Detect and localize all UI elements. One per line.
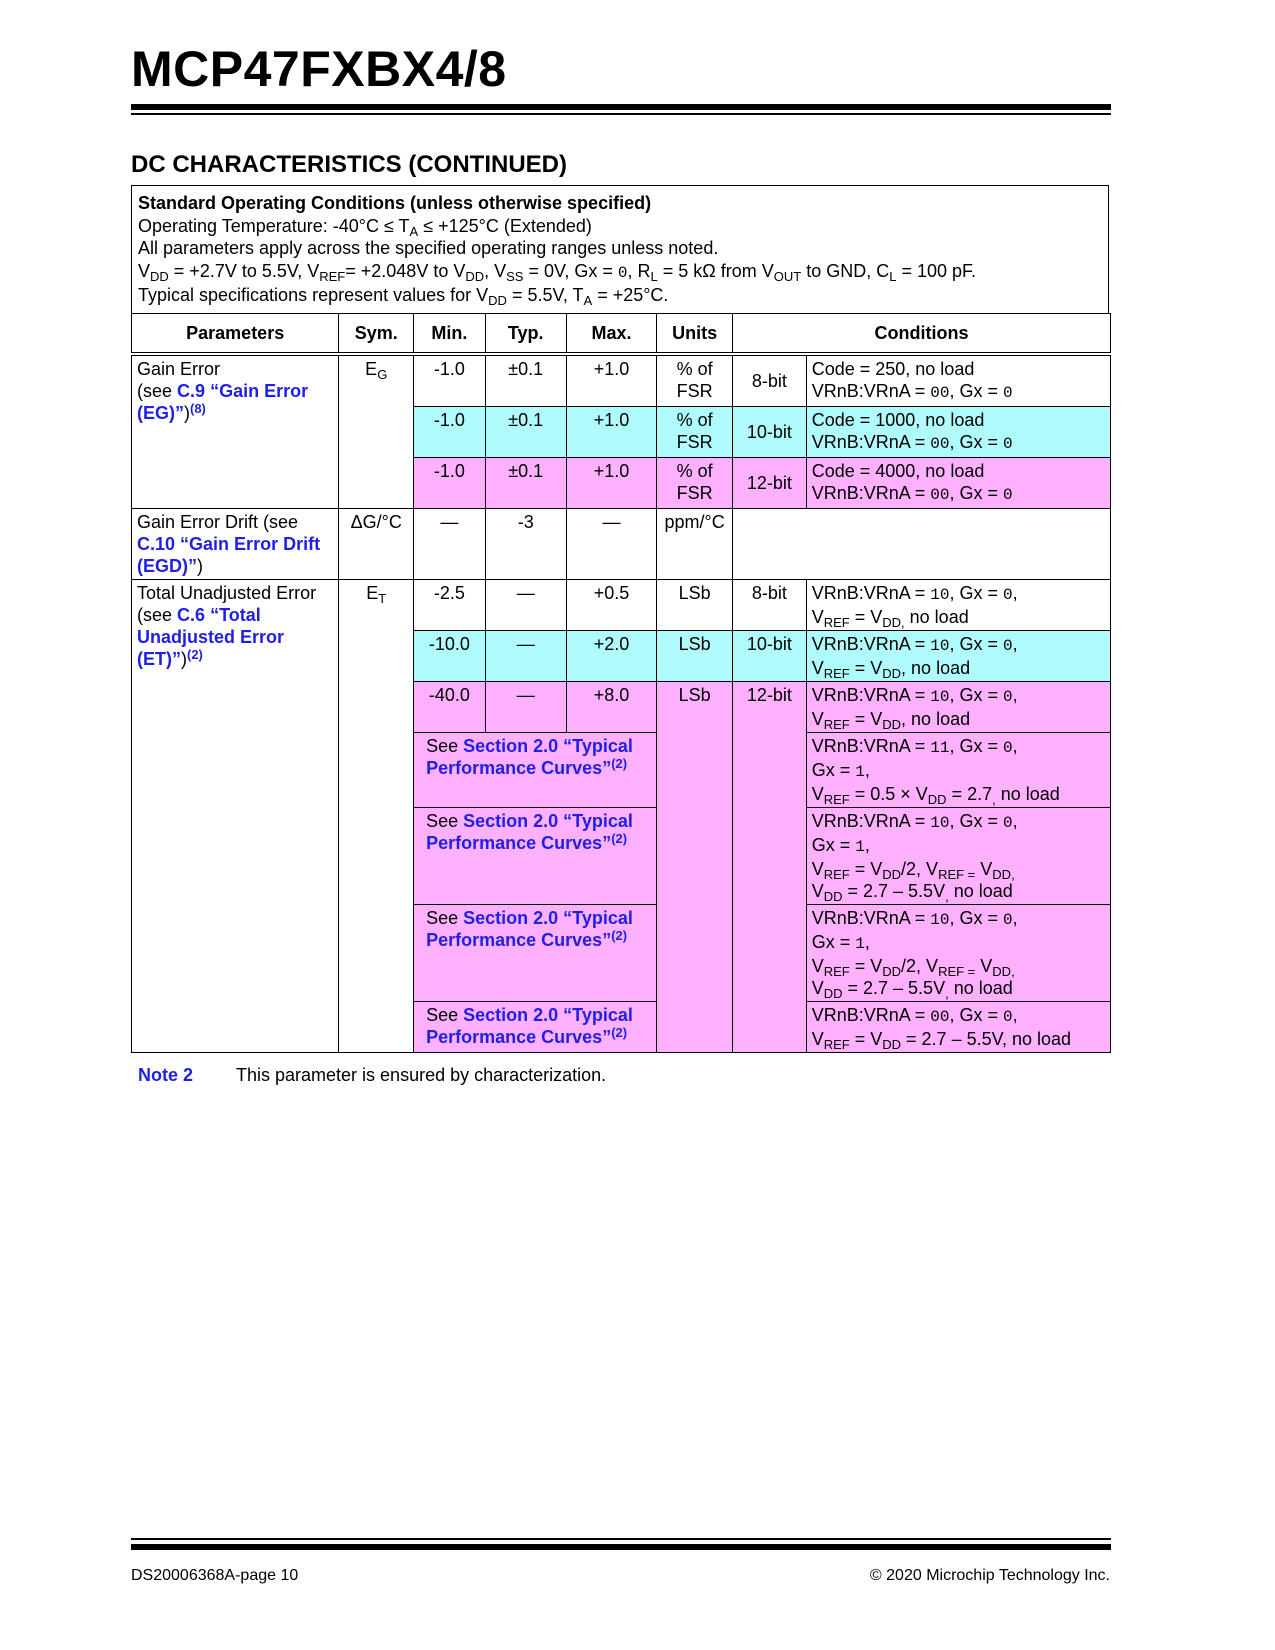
link-section-2[interactable]: Section 2.0 “Typical Performance Curves” (426, 736, 633, 778)
condition-cell: VRnB:VRnA = 10, Gx = 0, $V_{REF} = V_{DD}$, no load (806, 682, 1110, 733)
condition-cell: VRnB:VRnA = 10, Gx = 0, Gx = 1, $V_{REF} = V_{DD}/2$, $V_{REF =}$ $V_{DD,}$ $V_{DD} = 2.7 - 5.5V_,$ no load (806, 905, 1110, 1002)
link-c6[interactable]: C.6 (177, 605, 206, 625)
header-sym: Sym. (339, 314, 414, 355)
units-cell: % of FSR (657, 458, 733, 509)
condition-cell: VRnB:VRnA = 10, Gx = 0, $V_{REF} = V_{DD,}$ no load (806, 580, 1110, 631)
min-cell: -40.0 (414, 682, 486, 733)
min-cell: -10.0 (414, 631, 486, 682)
operating-conditions-box (131, 185, 1109, 313)
sym-gain-drift: ΔG/°C (339, 509, 414, 580)
see-section-cell: See Section 2.0 “Typical Performance Curves”$^{(2)}$ (414, 1002, 657, 1053)
typ-cell: ±0.1 (485, 458, 566, 509)
max-cell: +8.0 (566, 682, 657, 733)
typ-cell: — (485, 631, 566, 682)
typ-cell: — (485, 682, 566, 733)
link-gain-error[interactable]: “Gain Error (EG)” (137, 381, 309, 423)
min-cell: -2.5 (414, 580, 486, 631)
bits-cell: 12-bit (733, 458, 807, 509)
footer-rule-thin (131, 1538, 1111, 1540)
conditions-all-params: All parameters apply across the specified operating ranges unless noted. (138, 238, 719, 258)
link-gain-error-drift[interactable]: “Gain Error Drift (EGD)” (137, 534, 321, 576)
footnote-2 (138, 1065, 606, 1086)
units-cell: LSb (657, 631, 733, 682)
max-cell: +0.5 (566, 580, 657, 631)
units-cell: ppm/°C (657, 509, 733, 580)
footer-rule-thick (131, 1544, 1111, 1550)
table-row (132, 509, 1111, 580)
dc-characteristics-table (131, 313, 1111, 1053)
document-title: MCP47FXBX4/8 (131, 41, 507, 97)
max-cell: +2.0 (566, 631, 657, 682)
max-cell: +1.0 (566, 407, 657, 458)
typ-cell: ±0.1 (485, 354, 566, 407)
note-text: This parameter is ensured by characterization. (236, 1065, 607, 1085)
note-label[interactable]: Note 2 (138, 1065, 194, 1085)
condition-cell: Code = 250, no load VRnB:VRnA = 00, Gx = 0 (806, 354, 1110, 407)
header-conditions: Conditions (733, 314, 1111, 355)
conditions-supply: $V_{DD} = +2.7V$ to 5.5V, $V_{REF}= +2.048V$ to $V_{DD}$, $V_{SS} = 0V$, Gx = 0, $R_L = 5$ kΩ from $V_{OUT}$ to GND, $C_L = 100$ pF. (138, 260, 977, 284)
condition-cell: VRnB:VRnA = 10, Gx = 0, Gx = 1, $V_{REF} = V_{DD}/2$, $V_{REF =}$ $V_{DD,}$ $V_{DD} = 2.7 - 5.5V_,$ no load (806, 808, 1110, 905)
link-total-unadjusted-error[interactable]: “Total Unadjusted Error (ET)” (137, 605, 285, 669)
param-gain-error-drift: Gain Error Drift (see C.10 “Gain Error Drift (EGD)”) (132, 509, 339, 580)
link-section-2[interactable]: Section 2.0 “Typical Performance Curves” (426, 908, 633, 950)
table-header-row (132, 314, 1111, 355)
header-rule-thick (131, 104, 1111, 110)
condition-cell (733, 509, 1111, 580)
link-section-2[interactable]: Section 2.0 “Typical Performance Curves” (426, 1005, 633, 1047)
sym-eg: $E_G$ (339, 354, 414, 509)
condition-cell: VRnB:VRnA = 11, Gx = 0, Gx = 1, $V_{REF} = 0.5 \times V_{DD} = 2.7_,$ no load (806, 733, 1110, 808)
header-units: Units (657, 314, 733, 355)
header-typ: Typ. (485, 314, 566, 355)
max-cell: +1.0 (566, 354, 657, 407)
units-cell: % of FSR (657, 354, 733, 407)
link-c10[interactable]: C.10 (137, 534, 176, 554)
bits-cell: 10-bit (733, 407, 807, 458)
condition-cell: VRnB:VRnA = 10, Gx = 0, $V_{REF} = V_{DD}$, no load (806, 631, 1110, 682)
condition-cell: VRnB:VRnA = 00, Gx = 0, $V_{REF} = V_{DD} = 2.7 - 5.5V$, no load (806, 1002, 1110, 1053)
header-rule-thin (131, 113, 1111, 115)
units-cell: % of FSR (657, 407, 733, 458)
see-section-cell: See Section 2.0 “Typical Performance Curves”$^{(2)}$ (414, 733, 657, 808)
typ-cell: — (485, 580, 566, 631)
table-row (132, 580, 1111, 631)
header-min: Min. (414, 314, 486, 355)
footer-copyright: © 2020 Microchip Technology Inc. (869, 1567, 1110, 1584)
param-total-unadjusted-error: Total Unadjusted Error (see C.6 “Total Unadjusted Error (ET)”)$^{(2)}$ (132, 580, 339, 1053)
sym-et: $E_T$ (339, 580, 414, 1053)
max-cell: — (566, 509, 657, 580)
bits-cell: 10-bit (733, 631, 807, 682)
min-cell: -1.0 (414, 458, 486, 509)
min-cell: — (414, 509, 486, 580)
typ-cell: -3 (485, 509, 566, 580)
link-c9[interactable]: C.9 (177, 381, 206, 401)
header-max: Max. (566, 314, 657, 355)
min-cell: -1.0 (414, 407, 486, 458)
max-cell: +1.0 (566, 458, 657, 509)
see-section-cell: See Section 2.0 “Typical Performance Curves”$^{(2)}$ (414, 808, 657, 905)
param-gain-error: Gain Error (see C.9 “Gain Error (EG)”)$^{(8)}$ (132, 354, 339, 509)
conditions-temperature: Operating Temperature: $-40^\circ C \le T_A \le +125^\circ C$ (Extended) (138, 215, 592, 239)
units-cell: LSb (657, 580, 733, 631)
table-row (132, 354, 1111, 407)
bits-cell: 12-bit (733, 682, 807, 1053)
bits-cell: 8-bit (733, 354, 807, 407)
condition-cell: Code = 4000, no load VRnB:VRnA = 00, Gx = 0 (806, 458, 1110, 509)
link-section-2[interactable]: Section 2.0 “Typical Performance Curves” (426, 811, 633, 853)
typ-cell: ±0.1 (485, 407, 566, 458)
min-cell: -1.0 (414, 354, 486, 407)
condition-cell: Code = 1000, no load VRnB:VRnA = 00, Gx = 0 (806, 407, 1110, 458)
see-section-cell: See Section 2.0 “Typical Performance Curves”$^{(2)}$ (414, 905, 657, 1002)
footer-page-id: DS20006368A-page 10 (131, 1567, 299, 1584)
units-cell: LSb (657, 682, 733, 1053)
conditions-typical: Typical specifications represent values for $V_{DD} = 5.5V$, $T_A = +25^\circ C$. (138, 285, 669, 308)
header-parameters: Parameters (132, 314, 339, 355)
bits-cell: 8-bit (733, 580, 807, 631)
section-title: DC CHARACTERISTICS (CONTINUED) (131, 151, 567, 178)
conditions-heading: Standard Operating Conditions (unless otherwise specified) (138, 193, 652, 213)
